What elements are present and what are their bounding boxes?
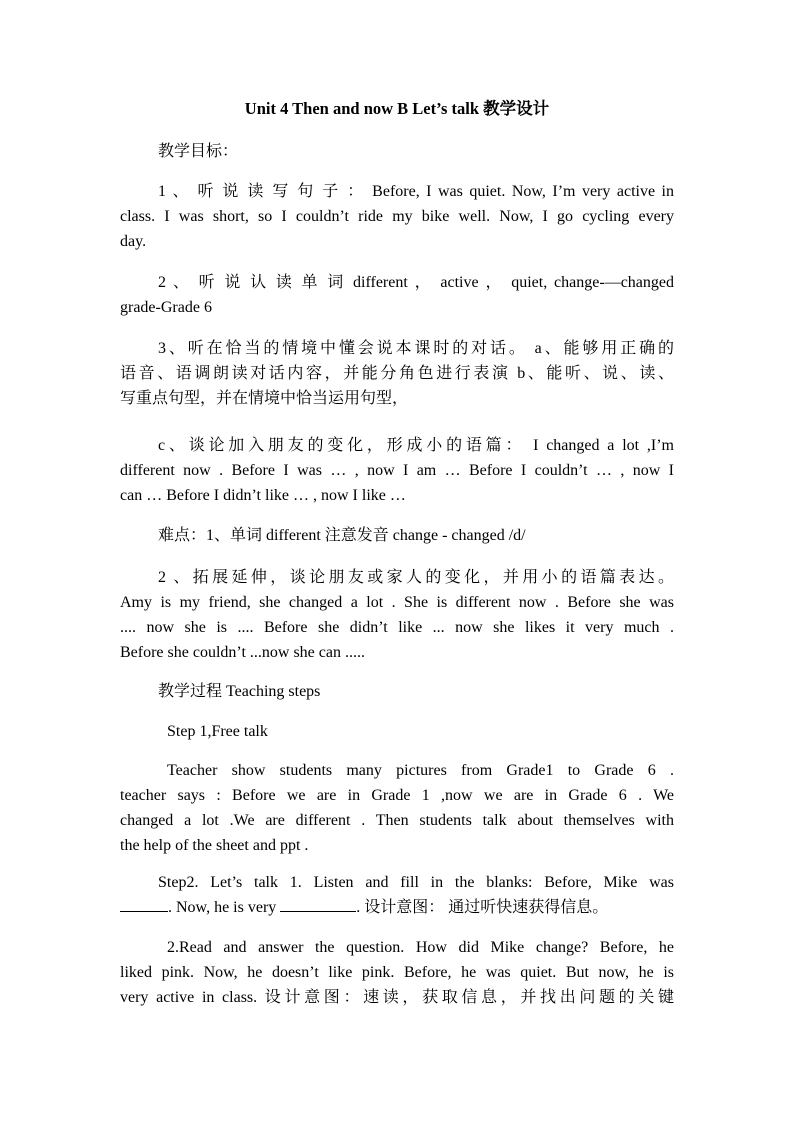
process-heading-text: 教学过程 Teaching steps bbox=[158, 683, 321, 700]
objectives-heading bbox=[120, 139, 674, 164]
objective-1-line-3: day. bbox=[120, 233, 147, 250]
step-2-q2-line-2: liked pink. Now, he doesn’t like pink. Before, he was quiet. But now, he is bbox=[120, 964, 674, 981]
step-2-line-2 bbox=[120, 895, 674, 920]
objective-2 bbox=[120, 270, 674, 320]
objective-1 bbox=[120, 179, 674, 254]
step-1-body-line-4: the help of the sheet and ppt . bbox=[120, 837, 309, 854]
step-1-heading bbox=[120, 719, 674, 744]
objective-3 bbox=[120, 336, 674, 411]
objective-1-line-1: 1 、 听 说 读 写 句 子 ： Before, I was quiet. Now, I’m very active in bbox=[158, 183, 674, 200]
step-2-line-1: Step2. Let’s talk 1. Listen and fill in the blanks: Before, Mike was bbox=[158, 874, 674, 891]
objective-2-line-1: 2 、 听 说 认 读 单 词 different ， active ， quiet, change-—changed bbox=[158, 274, 674, 291]
difficulty-1 bbox=[120, 523, 674, 548]
objective-c-line-3: can … Before I didn’t like … , now I like … bbox=[120, 487, 406, 504]
difficulty-2-line-4: Before she couldn’t ...now she can ..... bbox=[120, 644, 365, 661]
step-2-line-2-part-b: . 设计意图： 通过听快速获得信息。 bbox=[356, 899, 609, 916]
step-2-question-2 bbox=[120, 935, 674, 1010]
step-1-body-line-2: teacher says : Before we are in Grade 1 ,now we are in Grade 6 . We bbox=[120, 787, 674, 804]
step-1-body-line-1: Teacher show students many pictures from Grade1 to Grade 6 . bbox=[167, 762, 674, 779]
step-2-q2-line-3: very active in class. 设计意图：速读，获取信息，并找出问题的关键 bbox=[120, 989, 674, 1006]
step-1-heading-text: Step 1,Free talk bbox=[167, 723, 268, 740]
difficulty-1-text: 难点：1、单词 different 注意发音 change - changed /d/ bbox=[158, 527, 526, 544]
objective-c-line-1: c、谈论加入朋友的变化，形成小的语篇： I changed a lot ,I’m bbox=[158, 437, 674, 454]
difficulty-2-line-1: 2 、拓展延伸，谈论朋友或家人的变化，并用小的语篇表达。 bbox=[158, 569, 674, 586]
difficulty-2-line-2: Amy is my friend, she changed a lot . She is different now . Before she was bbox=[120, 594, 674, 611]
objective-c-line-2: different now . Before I was … , now I am … Before I couldn’t … , now I bbox=[120, 462, 674, 479]
step-1-body bbox=[120, 758, 674, 858]
step-2-line-2-part-a: . Now, he is very bbox=[168, 899, 277, 916]
objective-2-line-2: grade-Grade 6 bbox=[120, 299, 212, 316]
difficulty-2 bbox=[120, 565, 674, 665]
objectives-heading-text: 教学目标： bbox=[158, 143, 239, 160]
step-2-q2-line-1: 2.Read and answer the question. How did Mike change? Before, he bbox=[167, 939, 674, 956]
difficulty-2-line-3: .... now she is .... Before she didn’t like ... now she likes it very much . bbox=[120, 619, 674, 636]
objective-3-line-1: 3、听在恰当的情境中懂会说本课时的对话。 a、能够用正确的 bbox=[158, 340, 674, 357]
process-heading bbox=[120, 679, 674, 704]
objective-c bbox=[120, 433, 674, 508]
answer-blank-2[interactable] bbox=[280, 896, 356, 912]
answer-blank-1[interactable] bbox=[120, 896, 168, 912]
document-title: Unit 4 Then and now B Let’s talk 教学设计 bbox=[244, 99, 550, 118]
step-2 bbox=[120, 870, 674, 920]
objective-1-line-2: class. I was short, so I couldn’t ride my bike well. Now, I go cycling every bbox=[120, 208, 674, 225]
step-1-body-line-3: changed a lot .We are different . Then students talk about themselves with bbox=[120, 812, 674, 829]
objective-3-line-3: 写重点句型，并在情境中恰当运用句型， bbox=[120, 390, 409, 407]
objective-3-line-2: 语音、语调朗读对话内容，并能分角色进行表演 b、能听、说、读、 bbox=[120, 365, 674, 382]
